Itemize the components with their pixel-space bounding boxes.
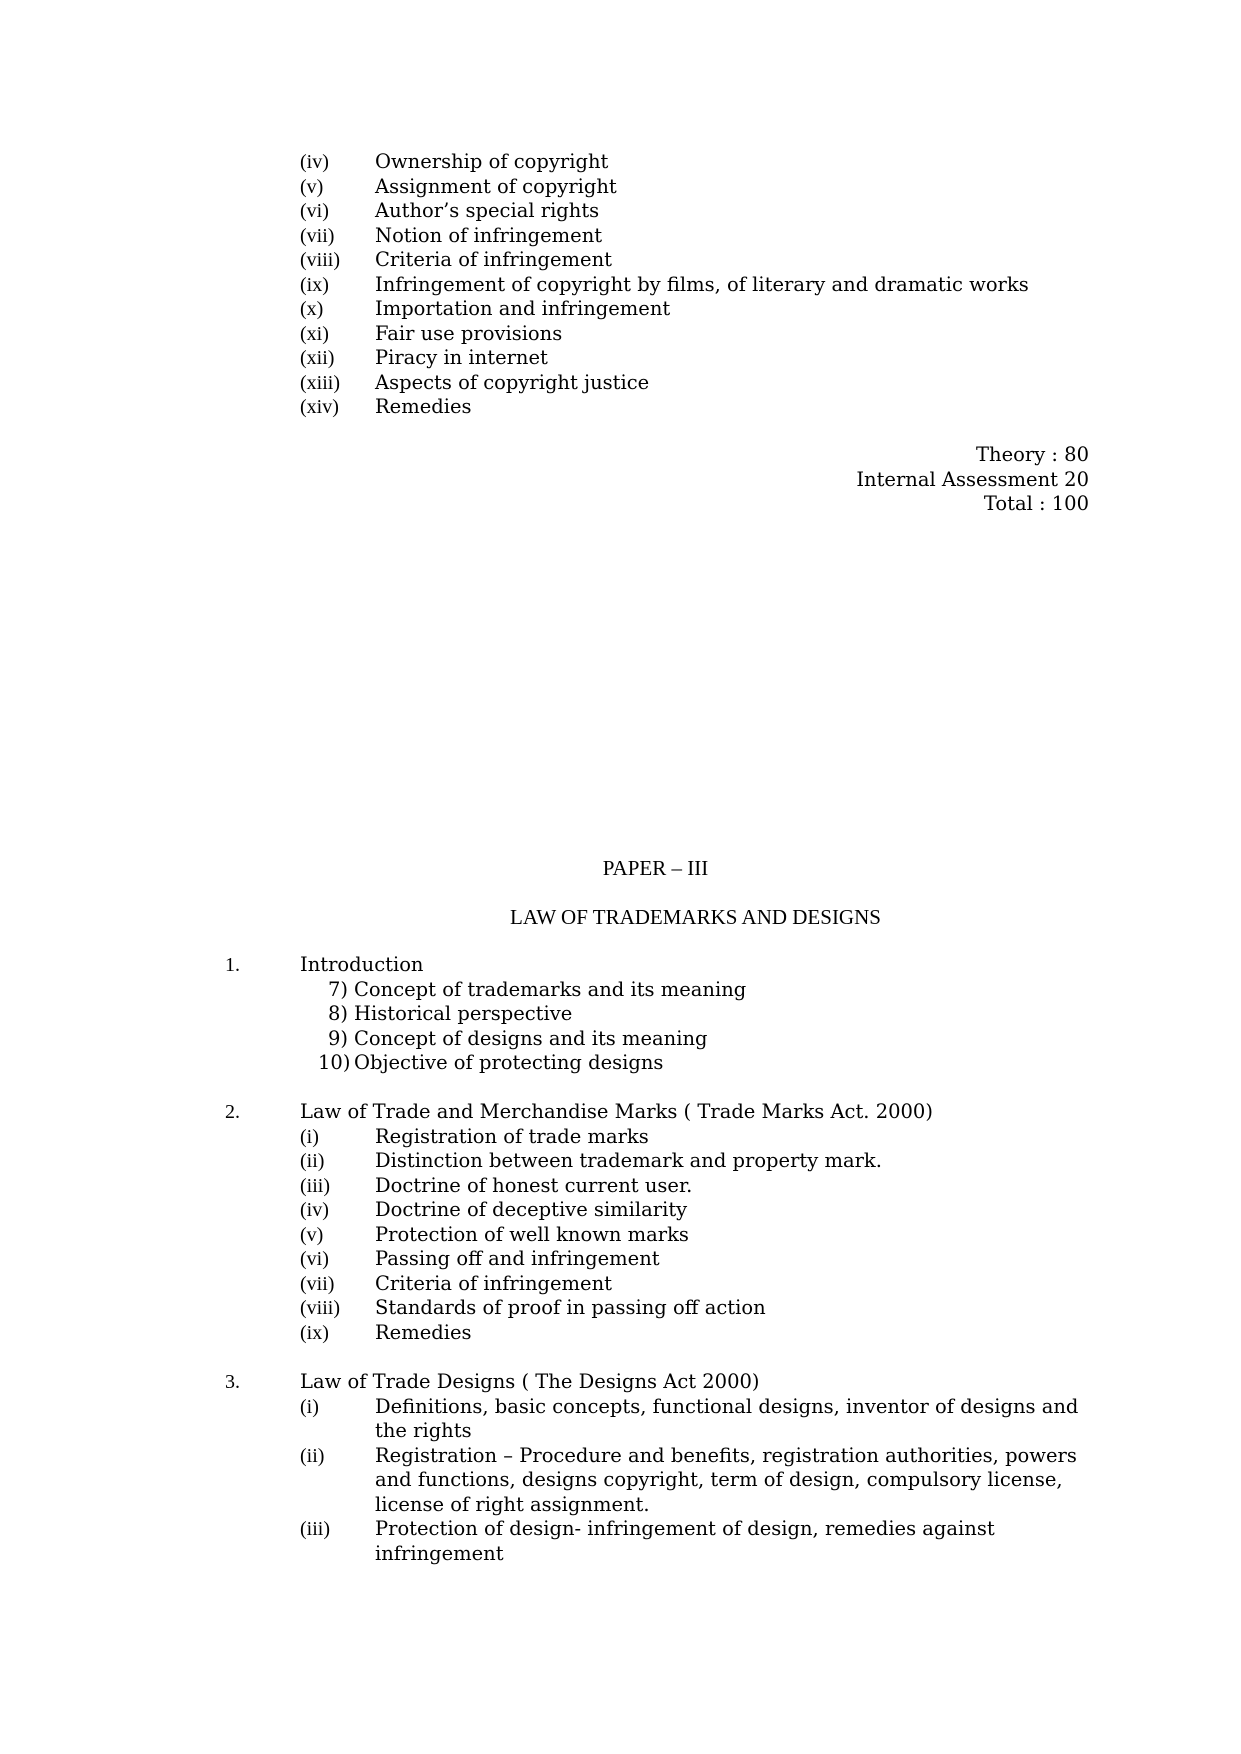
item-number: 10) (318, 1051, 351, 1074)
list-item (300, 1517, 1105, 1566)
internal-assessment-marks: Internal Assessment 20 (856, 467, 1089, 491)
list-item (318, 1002, 746, 1027)
item-number: 8) (327, 1002, 348, 1025)
section-number: 1. (225, 954, 240, 976)
list-item (300, 273, 1105, 298)
item-number: (viii) (300, 1297, 340, 1319)
list-item (300, 1321, 1105, 1346)
list-item (300, 248, 1105, 273)
list-item (300, 1125, 1105, 1150)
item-text: Standards of proof in passing off action (375, 1296, 766, 1319)
total-marks: Total : 100 (983, 492, 1089, 515)
section-item-list (300, 1125, 1105, 1346)
item-number: (i) (300, 1125, 319, 1148)
item-text: Remedies (375, 395, 472, 418)
list-item (300, 1395, 1105, 1444)
list-item (318, 1027, 746, 1052)
list-item (300, 1444, 1105, 1518)
list-item (300, 1272, 1105, 1297)
item-number: (v) (300, 1223, 324, 1246)
section-item-list (318, 978, 746, 1076)
item-number: (iii) (300, 1174, 330, 1197)
item-number: (vi) (300, 1248, 329, 1270)
item-number: (i) (300, 1395, 319, 1418)
item-text: Remedies (375, 1320, 472, 1344)
item-text: Registration – Procedure and benefits, registration authorities, powers and functions, designs copyright, term of design, compulsory license, license of right assignment. (375, 1443, 1077, 1516)
list-item (318, 1051, 746, 1076)
item-text: Importation and infringement (375, 297, 671, 320)
item-text: Author’s special rights (375, 199, 600, 222)
item-text: Doctrine of deceptive similarity (375, 1198, 688, 1221)
item-number: (xii) (300, 347, 335, 369)
section-trade-designs (225, 1370, 1105, 1566)
list-item (300, 175, 1105, 200)
section-number: 3. (225, 1371, 240, 1393)
item-number: (ii) (300, 1444, 325, 1467)
section-title: Law of Trade and Merchandise Marks ( Trade Marks Act. 2000) (300, 1100, 933, 1123)
item-text: Passing off and infringement (375, 1247, 660, 1270)
marks-breakdown (856, 443, 1089, 517)
list-item (300, 1223, 1105, 1248)
item-text: Criteria of infringement (375, 1271, 612, 1295)
list-item (300, 322, 1105, 347)
item-number: (xi) (300, 322, 329, 345)
section-title: Introduction (300, 953, 424, 976)
item-number: 7) (327, 977, 348, 1001)
list-item (300, 1149, 1105, 1174)
section-introduction (225, 953, 746, 1076)
item-text: Concept of trademarks and its meaning (354, 977, 747, 1001)
paper-subtitle: LAW OF TRADEMARKS AND DESIGNS (510, 905, 881, 929)
section-item-list (300, 1395, 1105, 1567)
item-number: (ix) (300, 273, 329, 296)
list-item (300, 1174, 1105, 1199)
item-text: Objective of protecting designs (354, 1051, 664, 1074)
theory-marks: Theory : 80 (976, 443, 1089, 466)
item-text: Ownership of copyright (375, 150, 609, 173)
list-item (300, 346, 1105, 371)
item-number: (iv) (300, 1199, 329, 1221)
item-text: Piracy in internet (375, 346, 548, 369)
item-text: Distinction between trademark and property mark. (375, 1149, 882, 1172)
item-number: (vii) (300, 224, 335, 247)
item-text: Doctrine of honest current user. (375, 1173, 693, 1197)
section-title: Law of Trade Designs ( The Designs Act 2000) (300, 1370, 760, 1393)
item-text: Infringement of copyright by films, of literary and dramatic works (375, 272, 1029, 296)
section-heading (225, 1100, 1105, 1125)
item-text: Fair use provisions (375, 321, 563, 345)
list-item (300, 1198, 1105, 1223)
section-trade-marks (225, 1100, 1105, 1345)
item-number: (iv) (300, 151, 329, 173)
section-heading (225, 1370, 1105, 1395)
item-number: (xiii) (300, 371, 340, 394)
item-number: (vi) (300, 200, 329, 222)
item-text: Protection of design- infringement of design, remedies against infringement (375, 1517, 995, 1565)
list-item (300, 395, 1105, 420)
list-item (300, 224, 1105, 249)
item-number: (ii) (300, 1150, 325, 1172)
item-number: (iii) (300, 1518, 330, 1540)
list-item (300, 297, 1105, 322)
item-number: (viii) (300, 249, 340, 271)
list-item (300, 150, 1105, 175)
item-text: Criteria of infringement (375, 248, 612, 271)
item-text: Notion of infringement (375, 223, 603, 247)
item-text: Assignment of copyright (375, 174, 617, 198)
item-text: Protection of well known marks (375, 1222, 689, 1246)
paper-title: PAPER – III (602, 856, 709, 880)
section-number: 2. (225, 1101, 240, 1123)
section-heading (225, 953, 746, 978)
copyright-topic-list (300, 150, 1105, 420)
item-number: (x) (300, 298, 324, 320)
list-item (300, 1247, 1105, 1272)
item-text: Historical perspective (354, 1002, 573, 1025)
list-item (300, 1296, 1105, 1321)
item-text: Definitions, basic concepts, functional designs, inventor of designs and the rights (375, 1394, 1079, 1442)
item-number: 9) (327, 1026, 348, 1050)
item-number: (xiv) (300, 396, 339, 418)
item-text: Registration of trade marks (375, 1124, 649, 1148)
list-item (318, 978, 746, 1003)
item-number: (vii) (300, 1272, 335, 1295)
list-item (300, 199, 1105, 224)
item-number: (ix) (300, 1321, 329, 1344)
item-text: Concept of designs and its meaning (354, 1026, 708, 1050)
item-text: Aspects of copyright justice (375, 370, 650, 394)
list-item (300, 371, 1105, 396)
item-number: (v) (300, 175, 324, 198)
